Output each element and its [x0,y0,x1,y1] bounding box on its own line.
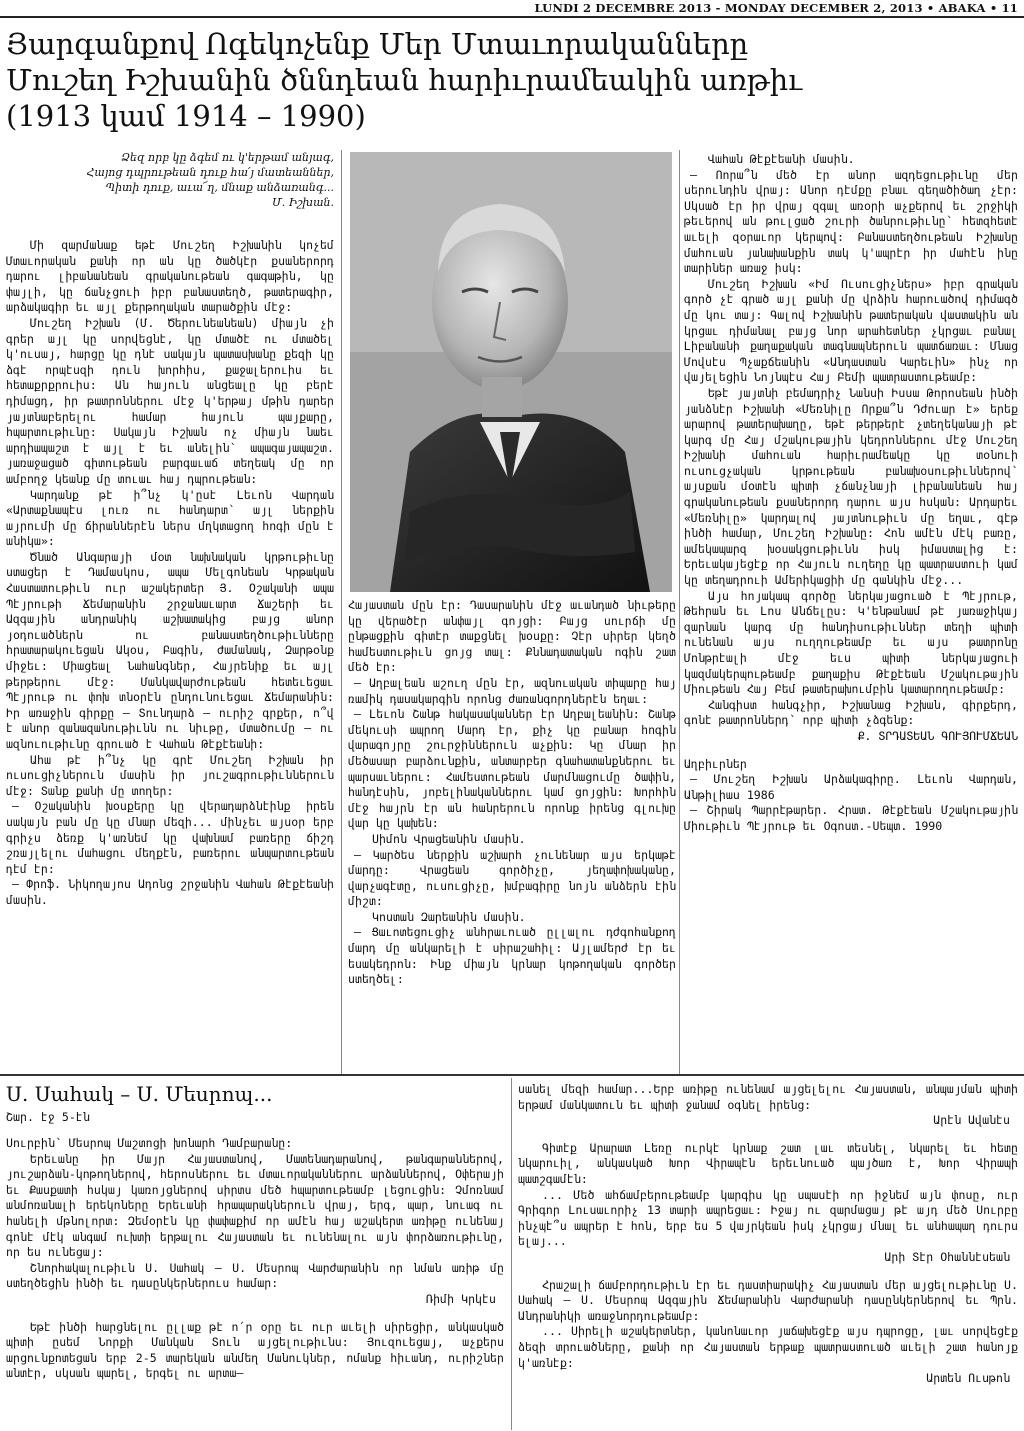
paragraph: Շնորհակալութիւն Ս. Սահակ – Ս. Մեսրոպ Վարժարանին որ նման առիթ մը ստեղծեցին ինծի եւ դասընկերներուս համար: [6,1260,504,1291]
masthead-date-line: LUNDI 2 DECEMBRE 2013 - MONDAY DECEMBER 2, 2013 • ABAKA • 11 [534,1,1018,15]
paragraph: Սուրբին՝ Մեսրոպ Մաշտոցի խոնարհ Դամբարանը: [6,1136,293,1150]
poem-line: Պիտի դուք, աւա՜ղ, մնաք անձառանգ... [105,181,334,194]
paragraph: Այս հոյակապ գործը ներկայացուած է Պէյրութ, Թեհրան եւ Լոս Անճելըս: Կ'ենթանամ թէ յառաջիկայ զարնան կարգ մը հանդիսութիւններ տեղի պիտի ունենան այս ուղղութեամբ եւ այս թատրոնը Մոնթրէալի մէջ եւս պիտի ներկայացուի կազմակերպութեամբ քաղաքիս Թէքէեան Մշակութային Միութեան Հայ Բեմ թատերախումբին կատարողութեամբ: [684,588,1018,697]
paragraph: Մի զարմանաք եթէ Մուշեղ Իշխանին կոչեմ Մտաւորական քանի որ ան կը ծածկէր քսաներորդ դարու լիբանանեան գրականութեան գագաթին, կը փայլի, կը ճանչցուի իբր բանաստեղծ, թատերագիր, արձակագիր եւ այլ քերթողական տարածքին մէջ: [6,238,334,315]
signature: Ռիմի Կրկէս [426,1291,496,1306]
section2-continuation: Շար. էջ 5-էն [6,1110,90,1124]
signature: Արի Տէր Օհաննէսեան [884,1249,1010,1264]
paragraph: Հանգիստ հանգչիր, Իշխանաց Իշխան, գիրքերդ, գոնէ թատրոններդ՝ որբ պիտի չձգենք: [684,697,1018,728]
epigraph-poem [6,150,334,210]
poem-author: Մ. Իշխան. [271,196,334,209]
section-divider [0,1074,1024,1076]
section2-column-2 [518,1082,1018,1426]
paragraph: Երեւանը իր Մայր Հայաստանով, Մատենադարանով, թանգարաններով, յուշարձան-կոթողներով, հերոսներու եւ մտաւորականներու արձաններով, Օփերայի եւ Քասքատի հսկայ կառոյցներով սիրտս մեծ հպարտութեամբ լեցուցին: Չմոռնամ անմոռանալի երեկոները Երեւանի հրապարակներուն վրայ, երգ, պար, նուագ ու հանելի մթնոլորտ: Զեմօրէն կը փափաքիմ որ ամէն հայ աշակերտ առիթը ունենայ գոնէ մէկ անգամ ուխտի երթալու Հայաստան եւ ունենալու այն փորձառութիւնը, որ ես ունեցայ: [6,1151,504,1260]
paragraph: – Ոորա՞ն մեծ էր անոր ազդեցութիւնը մեր սերունդին վրայ: Անոր դէմքը բնաւ գեղածիծաղ չէր: Սկսած էր իր վրայ զգալ առօրի աչքերով եւ շրջիկի թեւերով ան թուլցած շուրի ծանրութիւնը՝ հետզհետէ աւելի զօրաւոր կերպով: Բանաստեղծութեան Իշխանը մահուան յանախանքին տակ կ'ապրէր իր մահէն ինը տարիներ առաջ իսկ: [684,167,1018,276]
paragraph: ... Մեծ ահճամբերութեամբ կարգիս կը սպասէի որ իջնեմ այն փոսը, ուր Գրիգոր Լուսաւորիչ 13 տարի ապրեցաւ: Իջայ ու զարմացայ թէ այդ մեծ Սուրբը ինչպէ՞ս ապրեր է հոն, երբ ես 5 վայրկեան իսկ չկրցայ մնալ եւ անհապաղ դուրս ելայ... [518,1187,1018,1249]
paragraph: Հրաշալի ճամբորդութիւն էր եւ դաստիարակիչ Հայաստան մեր այցելութիւնը Ս. Սահակ – Ս. Մեսրոպ Ազգային Ճեմարանին Վարժարանի դասընկերներով եւ Պրն. Անդրանիկի առաջնորդութեամբ: [518,1277,1018,1323]
paragraph: – Օշականին խօսքերը կը վերադարձնէինք իրեն սակայն բան մը կը մնար մեզի... մինչեւ այսօր երբ գրիչս ձեռք կ'առնեմ կը վախնամ բառերը ճիշդ շռայլելու մահացու մեղքէն, բառերու անպարտութեան դէմ էր: [6,799,334,876]
article-column-3 [684,152,1018,1090]
paragraph: Ահա թէ ի՞նչ կը գրէ Մուշեղ Իշխան իր ուսուցիչներուն մասին իր յուշագրութիւններուն մէջ: Տանք քանի մը տողեր: [6,752,334,798]
paragraph: սանել մեզի համար...Երբ առիթը ունենամ այցելելու Հայաստան, անպայման պիտի երթամ մանկատուն եւ պիտի ջանամ օգնել իրենց: [518,1082,1018,1112]
headline-line-2: Մուշեղ Իշխանին ծննդեան հարիւրամեակին առթիւ [6,63,803,97]
paragraph: Եթէ յայտնի բեմադրիչ Նանսի Իսսա Թորոսեան ինծի յանձնէր Իշխանի «Մեռնիլը Որքա՞ն Դժուար է» երեք արարով թատերախաղը, եթէ թերթերէ չտեղեկանայի թէ կարգ մը Հայ մշակութային կեդրոններու մէջ Մուշեղ Իշխանի մահուան հարիւրամեակը կը տօնուի ուսուցչական կրթութեան բանախօսութիւններով՝ այսքան մօտէն պիտի չճանչնայի լիբանանեան հայ գրականութեան քսաներորդ դարու այս հսկան: Արդարեւ «Մեռնիլը» կարդալով յայտնութիւն մը եղաւ, գէթ ինծի համար, Մուշեղ Իշխանը: Հոն ամէն մէկ բառը, ամեկապարզ խօսակցութիւնն իսկ իմաստալից է: Երեւակայեցէք որ Հայուն ուղեղը կը պատրաստուի կամ կը տեղադրուի Ամերիկացիի մը գանկին մէջ... [684,385,1018,588]
paragraph: Գիտէք Արարատ Լեռը ուրկէ կրնաք շատ լաւ տեսնել, նկարել եւ հետը նկարուիլ, անկասկած Խոր Վիրապէն երեւնուած պայծառ է, Խոր Վիրապի պատշգամէն: [518,1140,1018,1186]
sources-heading: Աղբիւրներ [684,756,747,771]
paragraph: – Փրոֆ. Նիկողայոս Ադոնց շրջանին Վահան Թէքէեանի մասին. [6,877,334,907]
paragraph: Վահան Թէքէեանի մասին. [708,152,855,166]
paragraph: – Ցաւոտեցուցիչ անհրաւուած ըլլալու դժգոհանքող մարդ մը անկարելի է սիրաշահիլ: Այլամերժ էր եւ եսակեդրոն: Ինք միայն կրնար կոթողական գործեր ստեղծել: [348,925,676,987]
article-author: Ք. ՏՐԴԱՏԵԱՆ ԳՈՒՅՈՒՄՃԵԱՆ [857,728,1018,743]
paragraph: ... Սիրելի աշակերտներ, կանոնաւոր յաճախեցէք այս դպրոցը, լաւ սորվեցէք ձեզի տրուածները, քանի որ Հայաստան երթաք պատրաստուած աւելի շատ հանոյք կ'առնէք: [518,1324,1018,1370]
headline [6,26,1016,134]
column-rule [679,150,680,1074]
paragraph: Մուշեղ Իշխան «Իմ Ուսուցիչներս» իբր գրական գործ չէ գրած այլ քանի մը վրձին հարուածով դիմագծ մը կու տայ: Գալով Իշխանին թատերական վաստակին ան կրցաւ դիմանալ բայց նոր արահետներ չկրցաւ բանալ Լիբանանի քաղաքական տագնապներուն պատճառաւ: Մնաց Մովսէս Պչաքճեանին «Անդաստան Կարեւին» ինչ որ վայելեցին Նոյնպէս Հայ Բեմի պատրաստութեամբ: [684,276,1018,385]
article-column-2 [348,598,676,1090]
paragraph: – Կարծես ներքին աշխարհ չունենար այս երկաթէ մարդը: Վրացեան գործիչը, յեղափոխականը, վարչագէտը, ուսուցիչը, խմբագիրը նոյն անձերն էին միշտ: [348,847,676,909]
poem-line: Հայոց դպրութեան դուք հա՛յ մատեաններ, [86,166,334,179]
section2-title: Ս. Սահակ – Ս. Մեսրոպ... [6,1082,273,1106]
paragraph: Ծնած Անգարայի մօտ նախնական կրթութիւնը ստացեր է Դամասկոս, ապա Մելգոնեան Կրթական Հաստատութիւն ուր աշակերտեր Յ. Օշականի ապա Պէյրութի Ճեմարանին շրջանաւարտ Ճաշերի եւ Ազգային անդրանիկ աշխատակից բայց անոր յօդուածներն ու բանաստեղծութիւնները հրատարակուեցան Ակօս, Բագին, Ժամանակ, Զարթօնք միջեւ: Միացեալ Նահանգներ, Հայրենիք եւ այլ թերթերու մէջ: Մանկավարժութեան հետեւեցաւ Պէյրութ ու փոխ տնօրէն ընդունուեցաւ Ճեմարանին: Իր առաջին գիրքը – Տունդարձ – ուրիշ գրքեր, ո՞վ է անոր զանազանութիւնն ու նիւթը, մտածումը – ու ազնուութիւնը գրուած է Վահան Թէքէեանի: [6,549,334,751]
portrait-illustration [350,152,672,592]
paragraph: Կոստան Զարեանին մասին. [372,909,526,924]
portrait-photo [350,152,672,592]
paragraph: – Լեւոն Շանթ հակասականներ էր Աղբալեանին: Շանթ մեկուսի ապրող Մարդ էր, քիչ կը բանար հոգին վարագոյրը շուրջիններուն աչքին: Կը մնար իր մեծասար բարձունքին, անտարբեր գնահատանքներու եւ պարսաւներու: Համեստութեան մարմնացումը ծափին, հանդէսին, յոբելինականներու կամ ցոյցին: Խորհին մէջ հայրն էր ան հանրերուն որոնք իրենց գլուխը վար կը կախեն: [348,707,676,831]
paragraph: Կարդանք թէ ի՞նչ կ'ըսէ Լեւոն Վարդան «Արտաքնապէս լուռ ու հանդարտ՝ այլ ներքին այրումի մը ճիրաններէն ներս մղկտացող հոգի մըն է անիկա»: [6,487,334,549]
masthead [0,0,1024,18]
poem-line: Ձեզ որբ կը ձգեմ ու կ'երթամ անյագ, [121,151,334,164]
article-column-1 [6,238,334,1090]
paragraph: Հայաստան մըն էր: Դասարանին մէջ աւանդած նիւթերը կը վերածէր անփայլ գոյցի: Բայց սուրճի մը ընթացքին գիտէր տաքցնել խօսքը: Չէր սիրեր կեղծ համեստութիւն ցոյց տալ: Քննադատական ոգին շատ մեծ էր: [348,598,676,675]
column-rule [511,1078,512,1430]
source-item: – Մուշեղ Իշխան Արձակագիրը. Լեւոն Վարդան, Անթիլիաս 1986 [684,772,1018,802]
paragraph: Մուշեղ Իշխան (Մ. Ծերունեանեան) միայն չի գրեր այլ կը սորվեցնէ, կը մտածէ ու մտածել կ'ուսայ, հարցը կը դնէ սակայն պատասխանը քեզի կը ձգէ որպէսզի դուն խորհիս, քաջալերուիս եւ հետաքրքրուիս: Ան հայուն անցեալը կը բերէ դիմացդ, իր թատրոններու մէջ կ'երթայ մթին դարեր յայտնաբերելու համար հայուն պայքարը, հպարտութիւնը: Սակայն Իշխան ոչ միայն նաեւ արդիապաշտ է այլ է եւ անելին՝ ապագայապաշտ. յառաջացած գիտութեան բարգաւաճ տեղեակ մը որ ամբողջ կեանք մը տուաւ հայ դպրութեան: [6,315,334,486]
column-rule [341,150,342,1074]
paragraph: Սիմոն Վրացեանին մասին. [372,831,526,846]
signature: Արէն Ավանէս [933,1113,1010,1128]
headline-line-3: (1913 կամ 1914 – 1990) [6,99,366,133]
source-item: – Շիրակ Պարրէթարեր. Հրատ. Թէքէեան Մշակութային Միութիւն Պէյրութ եւ Օգոստ.-Սեպտ. 1990 [684,803,1018,833]
headline-line-1: Յարգանքով Ոգեկոչենք Մեր Մտաւորականները [6,27,749,61]
paragraph: Եթէ ինծի հարցնելու ըլլաք թէ ո՛ր օրը եւ ուր աւելի սիրեցիր, անկասկած պիտի ըսեմ Նորքի Մանկան Տուն այցելութիւնս: Յուզուեցայ, աչքերս արցունքոտեցան երբ 2-5 տարեկան անմեղ Մանուկներ, ոմանք հիւանդ, ուրիշներ անտէր, սկսան պարել, երգել ու արտա– [6,1319,504,1381]
signature: Արտեն Ուսթոն [926,1371,1010,1386]
section2-column-1 [6,1136,504,1426]
masthead-rule [0,16,1024,18]
paragraph: – Աղբալեան աշուղ մըն էր, ազնուական տիպարը հայ ռամիկ դասակարգին որոնց ժառանգորդներէն եղաւ: [348,675,676,706]
